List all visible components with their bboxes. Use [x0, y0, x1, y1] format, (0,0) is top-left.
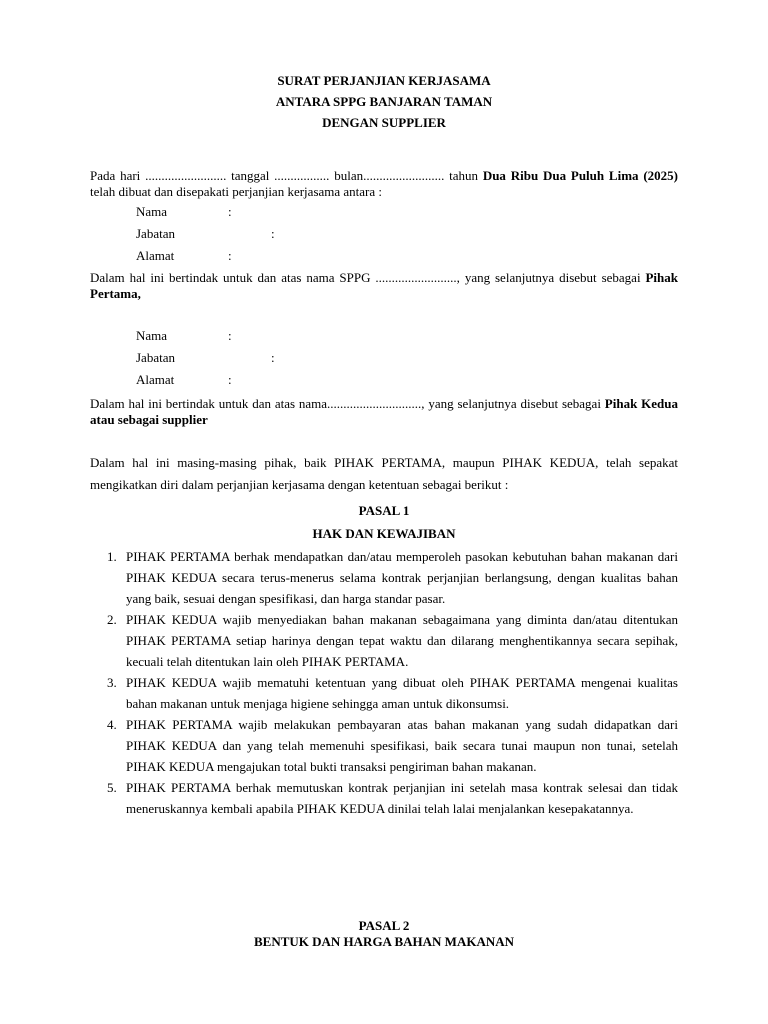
party2-field-jabatan — [136, 347, 436, 369]
clause-number: 5. — [107, 780, 117, 795]
clause-number: 1. — [107, 549, 117, 564]
intro-paragraph — [90, 168, 678, 200]
party1-fields — [136, 201, 436, 267]
party2-field-nama — [136, 325, 436, 347]
clause-text: PIHAK PERTAMA wajib melakukan pembayaran atas bahan makanan yang sudah didapatkan dari PIHAK KEDUA dan yang telah memenuhi spesifikasi, baik secara tunai maupun non tunai, setelah PIHAK KEDUA mengajukan total bukti transaksi pengiriman bahan makanan. — [126, 717, 678, 774]
party1-field-jabatan — [136, 223, 436, 245]
clause-number: 4. — [107, 717, 117, 732]
party1-field-alamat — [136, 245, 436, 267]
field-separator: : — [228, 372, 232, 387]
clause-item — [90, 777, 678, 819]
clause-text: PIHAK KEDUA wajib menyediakan bahan makanan sebagaimana yang diminta dan/atau ditentukan PIHAK PERTAMA setiap harinya dengan tepat waktu dan dilarang menghentikannya secara sepihak, kecuali telah ditentukan lain oleh PIHAK PERTAMA. — [126, 612, 678, 669]
pasal2-subtitle: BENTUK DAN HARGA BAHAN MAKANAN — [253, 934, 514, 949]
intro-text: Pada hari ......................... tanggal ................. bulan......................... tahun — [90, 168, 483, 183]
clause-item — [90, 609, 678, 672]
field-label: Nama — [136, 328, 168, 343]
clause-item — [90, 672, 678, 714]
party1-statement — [90, 270, 678, 302]
field-separator: : — [228, 204, 232, 219]
party2-statement-text: Dalam hal ini bertindak untuk dan atas nama............................., yang selanjutnya disebut sebagai — [90, 396, 605, 411]
pasal2-title: PASAL 2 — [358, 918, 410, 933]
field-label: Jabatan — [136, 350, 175, 365]
field-label: Alamat — [136, 372, 175, 387]
clause-number: 2. — [107, 612, 117, 627]
party1-statement-text: Dalam hal ini bertindak untuk dan atas nama SPPG ........................., yang selanjutnya disebut sebagai — [90, 270, 646, 285]
party2-fields — [136, 325, 436, 391]
field-label: Jabatan — [136, 226, 175, 241]
intro-end: telah dibuat dan disepakati perjanjian kerjasama antara : — [90, 184, 383, 199]
clause-number: 3. — [107, 675, 117, 690]
clause-text: PIHAK KEDUA wajib mematuhi ketentuan yang dibuat oleh PIHAK PERTAMA mengenai kualitas bahan makanan untuk menjaga higiene sehingga aman untuk dikonsumsi. — [126, 675, 678, 711]
header-line-2: ANTARA SPPG BANJARAN TAMAN — [275, 94, 493, 109]
field-separator: : — [271, 226, 275, 241]
party2-field-alamat — [136, 369, 436, 391]
field-separator: : — [228, 248, 232, 263]
clause-text: PIHAK PERTAMA berhak memutuskan kontrak perjanjian ini setelah masa kontrak selesai dan tidak meneruskannya kembali apabila PIHAK KEDUA dinilai telah lalai menjalankan kesepakatannya. — [126, 780, 678, 816]
pasal1-clauses — [90, 546, 678, 819]
field-label: Nama — [136, 204, 168, 219]
party2-statement — [90, 396, 678, 428]
clause-item — [90, 714, 678, 777]
clause-text: PIHAK PERTAMA berhak mendapatkan dan/atau memperoleh pasokan kebutuhan bahan makanan dari PIHAK KEDUA secara terus-menerus selama kontrak perjanjian berlangsung, dengan kualitas bahan yang baik, sesuai dengan spesifikasi, dan harga standar pasar. — [126, 549, 678, 606]
party1-field-nama — [136, 201, 436, 223]
document-header — [90, 71, 678, 132]
party2-role: Pihak Kedua atau sebagai supplier — [90, 396, 678, 427]
intro-year: Dua Ribu Dua Puluh Lima (2025) — [482, 168, 678, 183]
field-separator: : — [271, 350, 275, 365]
field-label: Alamat — [136, 248, 175, 263]
pasal1-title: PASAL 1 — [358, 503, 410, 518]
pasal1-subtitle: HAK DAN KEWAJIBAN — [312, 526, 456, 541]
party1-role: Pihak Pertama, — [90, 270, 678, 301]
header-line-1: SURAT PERJANJIAN KERJASAMA — [277, 73, 491, 88]
agreement-paragraph: Dalam hal ini masing-masing pihak, baik PIHAK PERTAMA, maupun PIHAK KEDUA, telah sepakat mengikatkan diri dalam perjanjian kerjasama dengan ketentuan sebagai berikut : — [90, 455, 678, 492]
clause-item — [90, 546, 678, 609]
field-separator: : — [228, 328, 232, 343]
header-line-3: DENGAN SUPPLIER — [322, 115, 446, 130]
